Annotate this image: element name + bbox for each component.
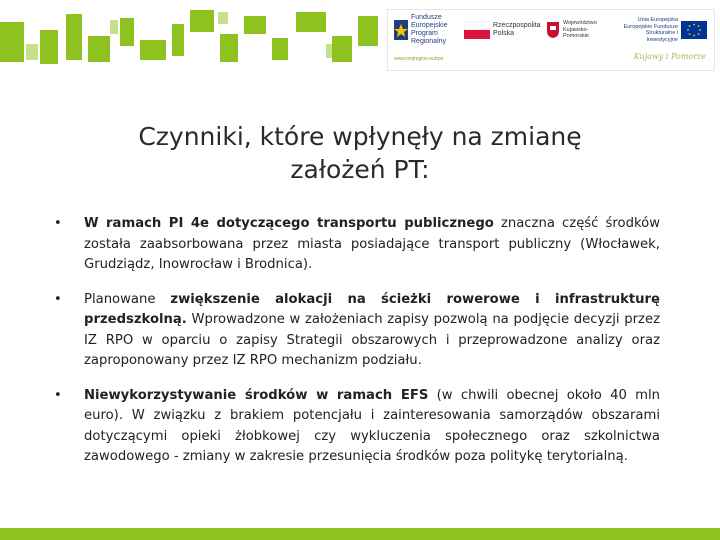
bullet-item-3 <box>50 386 660 468</box>
fe-logo-text: Fundusze Europejskie Program Regionalny <box>411 14 448 45</box>
bullet-marker: • <box>54 216 62 231</box>
fundusze-europejskie-logo <box>394 16 459 44</box>
unia-europejska-logo <box>620 16 707 44</box>
eu-flag-icon <box>681 21 707 39</box>
bullet-3-bold: Niewykorzystywanie środków w ramach EFS <box>84 387 429 403</box>
rp-logo-text: Rzeczpospolita Polska <box>493 22 541 37</box>
polish-flag-icon <box>464 21 490 39</box>
bullet-marker: • <box>54 291 62 307</box>
rzeczpospolita-logo <box>464 16 541 44</box>
bullet-1-text: znaczna część środków została zaabsorbowana przez miasta posiadające transport publiczny (Włocławek, Grudziądz, Inowrocław i Brodnica). <box>84 216 660 272</box>
coat-of-arms-icon <box>546 21 560 39</box>
bullet-2-pre: Planowane <box>84 291 171 307</box>
region-signature: Kujawy i Pomorze <box>633 52 706 61</box>
bullet-2-text: Wprowadzone w założeniach zapisy pozwolą na podjęcie decyzji przez IZ RPO w oparciu o zapisy Strategii obszarowych i przeprowadzone analizy oraz zaproponowany przez IZ RPO mechanizm podziału. <box>84 312 660 368</box>
header-band <box>0 0 720 78</box>
decorative-blocks <box>0 0 390 78</box>
eu-funding-logo-strip <box>387 9 715 71</box>
bottom-accent-bar <box>0 528 720 540</box>
fe-star-icon <box>394 20 408 40</box>
slide-title-line-1: Czynniki, które wpłynęły na zmianę <box>138 122 582 151</box>
ue-logo-text: Unia Europejska Europejskie Fundusze Strukturalne i Inwestycyjne <box>623 17 678 43</box>
bullet-marker: • <box>54 387 62 403</box>
bullet-list <box>50 214 660 482</box>
bullet-2-bold: zwiększenie alokacji na ścieżki rowerowe i infrastrukturę przedszkolną. <box>84 291 661 327</box>
bullet-item-2 <box>50 290 660 372</box>
woj-logo-text: Województwo Kujawsko-Pomorskie <box>563 20 597 40</box>
logo-website-text: www.mojregion.eu/rpo <box>394 56 444 62</box>
slide-title <box>60 120 660 186</box>
bullet-item-1 <box>50 214 660 276</box>
bullet-1-bold: W ramach PI 4e dotyczącego transportu publicznego <box>84 216 494 231</box>
slide-title-line-2: założeń PT: <box>290 155 430 184</box>
bullet-3-text: (w chwili obecnej około 40 mln euro). W związku z brakiem potencjału i zainteresowania samorządów obszarami dotyczącymi opieki żłobkowej czy wykluczenia społecznego oraz szkolnictwa zawodowego - zmiany w zakresie przesunięcia środków poza politykę terytorialną. <box>84 387 660 464</box>
wojewodztwo-logo <box>546 16 613 44</box>
